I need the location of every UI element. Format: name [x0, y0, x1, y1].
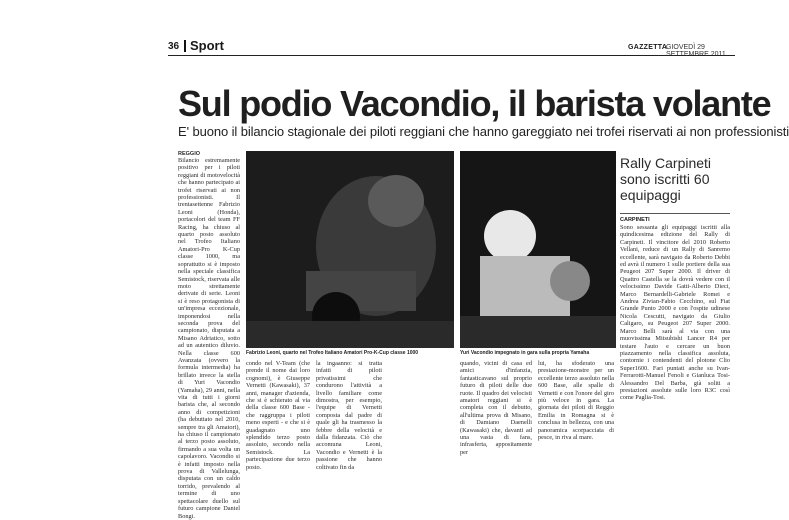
article-column-1	[178, 151, 240, 520]
sidebar-body: Sono sessanta gli equipaggi iscritti alla quindicesima edizione del Rally di Carpineti. Il vincitore del 2010 Roberto Vellani, reduce di un Rally di Sanremo eccellente, sarà navigato da Roberto Debbi ed avrà il numero 1 sulle portiere della sua Peugeot 207 Super 2000. Il driver di Quattro Castella se la dovrà vedere con il velocissimo Davide Gatti-Alberto Dieci, Marco Bernardelli-Gabriele Romei e Andrea Zivian-Fabio Cecchino, sul Fiat Grande Punto 2000 e con l'ospite udinese Nicola Cescutti, navigato da Giulio Caligaro, su Peugeot 207 Super 2000. Marco Belli sarà al via con una muovissima Mitsubishi Lancer R4 per testare l'auto e cercare un buon piazzamento nella classifica assoluta, contornie i contendenti del plotone Clio Super1600. Fari puntati anche su Ivan-Ferrarotti-Manuel Fenoli e Gianluca Tosi-Alessandro Del Barba, già soliti a prestazioni assolute sulle loro R3C così come Paglia-Tosi.	[620, 224, 730, 402]
issue-date: GIOVEDÌ 29	[666, 44, 705, 51]
sidebar-tag: CARPINETI	[620, 213, 730, 223]
article-column-4: quando, vicini di casa ed amici d'infanzia, fantasticavano sul proprio futuro di piloti delle due ruote. Il quadro dei velocisti amatori reggiani si è completa con il debutto, all'ultima prova di Misano, di Damiano Daenelli (Kawasaki) che, davanti ad una vasta di fans, infrasferta, appositamente per	[460, 360, 532, 456]
article-column-5: lui, ha sfoderato una prestazione-monstre per un eccellente terzo assoluto nella 600 Base, alle spalle di Vernetti e con l'onore del giro più veloce in gara. La giornata dei piloti di Reggio Emilia in Romagna si è conclusa in bellezza, con una panoramica scorpacciata di pesce, in riva al mare.	[538, 360, 614, 442]
header-rule	[168, 55, 735, 56]
photo-caption-right: Yuri Vacondio impegnato in gara sulla propria Yamaha	[460, 350, 590, 356]
page-number: 36	[168, 41, 180, 52]
article-column-3: la ingaanno: si tratta infatti di piloti privatissimi che condurono l'attività a livello familiare come dimostra, per esempio, l'equipe di Vernetti composta dal padre di quale gli ha trasmesso la febbre della velocità e dalla fidanzata. Ciò che accomuna Leoni, Vacondio e Vernetti è la passione che hanno coltivato fin da	[316, 360, 382, 471]
section-divider	[184, 40, 186, 52]
article-subheadline: E' buono il bilancio stagionale dei piloti reggiani che hanno gareggiato nei trofei riservati ai non professionisti	[178, 124, 789, 139]
column-text: Bilancio estremamente positivo per i piloti reggiani di motovelocità che hanno partecipato ai trofei riservati ai non professionisti. Il trentasettenne Fabrizio Leoni (Honda), portacolori del team FF Racing, ha chiuso al quarto posto assoluto nel Trofeo Italiano Amatori-Pro K-Cup classe 1000, ma soprattutto si è imposto nella speciale classifica Semistock, riservata alle moto strettamente derivate di serie. Leoni si è reso protagonista di un'impresa eccezionale, imponendosi nella seconda prova del campionato, disputata a Misano Adriatico, sotto ad un autentico diluvio. Nella classe 600 Avanzata (ovvero la formula intermedia) ha brillato invece la stella di Yuri Vacondio (Yamaha), 29 anni, nella vita di tutti i giorni barista che, al secondo anno di competizioni (ha debuttato nel 2010, sempre tra gli Amatori), ha chiuso il campionato al terzo posto assoluto, firmando a sua volta un capolavoro. Vacondio si è infatti imposto nella prova di Vallelunga, disputata con un caldo torrido, prevalendo al termine di uno spettacolare duello sul futuro campione Daniel Bongi.	[178, 157, 240, 520]
photo-leoni	[246, 151, 454, 348]
article-headline: Sul podio Vacondio, il barista volante	[178, 83, 771, 124]
section-title: Sport	[190, 38, 224, 53]
page-header	[168, 38, 735, 56]
photo-caption-left: Fabrizio Leoni, quarto nel Trofeo Italiano Amatori Pro-K-Cup classe 1000	[246, 350, 419, 356]
motorcycle-photo-right	[460, 151, 616, 348]
motorcycle-photo-left	[246, 151, 454, 348]
article-tag: REGGIO	[178, 151, 201, 157]
article-column-2: condo nel V-Team (che prende il nome dai loro cognomi), è Giuseppe Vernetti (Kawasaki), 37 anni, manager d'azienda, che si è schierato al via della classe 600 Base - che raggruppa i piloti meno esperti - e che si è guadagnato uno splendido terzo posto assoluto, secondo nella Semistock. La partecipazione due terzo posto.	[246, 360, 310, 471]
photo-vacondio	[460, 151, 616, 348]
sidebar-title: Rally Carpineti sono iscritti 60 equipaggi	[620, 155, 712, 203]
masthead: GAZZETTA	[628, 44, 668, 51]
